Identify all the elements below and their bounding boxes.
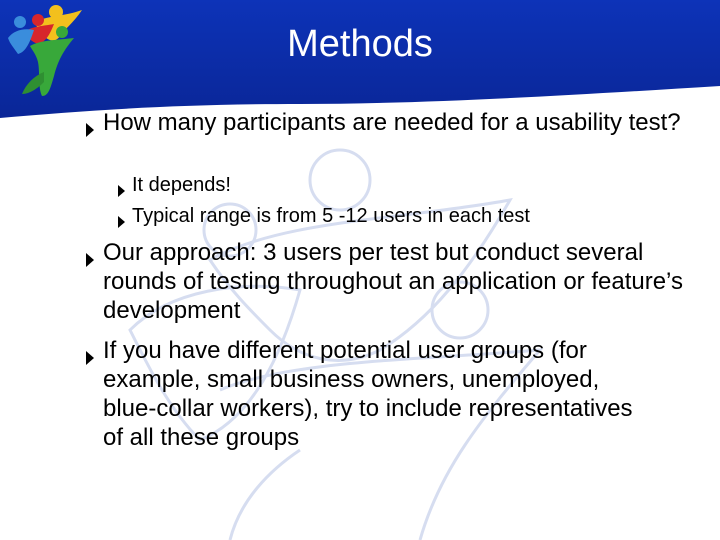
bullet-text: Our approach: 3 users per test but conduct several rounds of testing throughout an application or feature’s development (103, 239, 683, 324)
sub-bullet-1 (118, 173, 678, 197)
bullet-text: How many participants are needed for a usability test? (103, 109, 681, 136)
sub-bullet-text: It depends! (132, 174, 231, 196)
sub-bullet-2 (118, 204, 678, 228)
sub-bullet-text: Typical range is from 5 -12 users in each test (132, 205, 530, 227)
bullet-text: If you have different potential user groups (for example, small business owners, unemployed, blue-collar workers), try to include representatives of all these groups (103, 337, 633, 451)
arrow-bullet-icon (118, 210, 125, 234)
bullet-1 (86, 108, 686, 137)
arrow-bullet-icon (86, 343, 94, 372)
arrow-bullet-icon (86, 115, 94, 144)
bullet-3 (86, 336, 646, 452)
slide-title: Methods (287, 23, 433, 65)
arrow-bullet-icon (86, 245, 94, 274)
arrow-bullet-icon (118, 179, 125, 203)
bullet-2 (86, 238, 686, 325)
